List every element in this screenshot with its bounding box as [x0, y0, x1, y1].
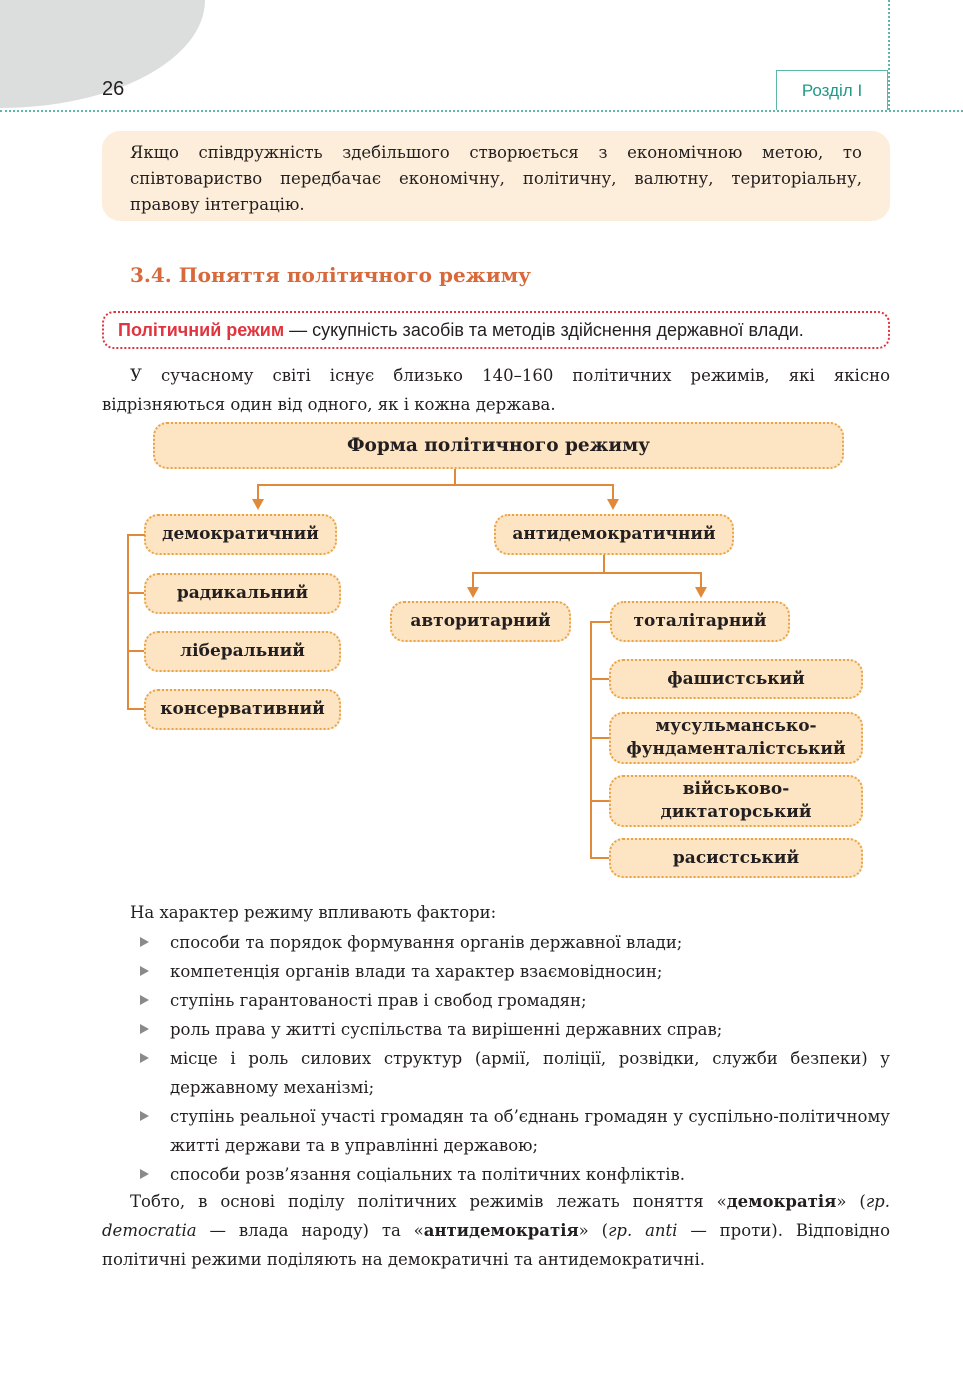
arrow-down-icon	[695, 587, 707, 598]
triangle-bullet-icon	[140, 1024, 149, 1034]
arrow-down-icon	[252, 499, 264, 510]
connector	[590, 857, 610, 859]
connector	[257, 484, 259, 500]
connector	[472, 572, 474, 588]
connector	[127, 592, 145, 594]
triangle-bullet-icon	[140, 1053, 149, 1063]
connector	[454, 469, 456, 485]
section-tab: Розділ І	[776, 70, 888, 110]
list-item: ступінь реальної участі громадян та об’єднань громадян у суспільно-політичному житті держави та в управлінні державою;	[102, 1102, 890, 1160]
section-heading: 3.4. Поняття політичного режиму	[130, 263, 531, 287]
triangle-bullet-icon	[140, 1111, 149, 1121]
list-item: роль права у житті суспільства та вирішенні державних справ;	[102, 1015, 890, 1044]
node-democratic: демократичний	[144, 514, 337, 555]
connector	[603, 555, 605, 573]
node-fascist: фашистський	[609, 659, 863, 699]
list-item: місце і роль силових структур (армії, поліції, розвідки, служби безпеки) у державному механізмі;	[102, 1044, 890, 1102]
list-item: компетенція органів влади та характер взаємовідносин;	[102, 957, 890, 986]
connector	[612, 484, 614, 500]
triangle-bullet-icon	[140, 937, 149, 947]
list-item: способи розв’язання соціальних та політичних конфліктів.	[102, 1160, 890, 1189]
connector	[127, 708, 145, 710]
connector	[590, 621, 610, 623]
node-totalitarian: тоталітарний	[610, 601, 790, 642]
triangle-bullet-icon	[140, 1169, 149, 1179]
node-conservative: консервативний	[144, 689, 341, 730]
node-military-dictatorial: військово-диктаторський	[609, 775, 863, 827]
arrow-down-icon	[467, 587, 479, 598]
connector	[127, 650, 145, 652]
connector	[127, 534, 145, 536]
term-democracy: демократія	[726, 1192, 837, 1211]
page-number: 26	[102, 78, 125, 100]
term-antidemocracy: антидемократія	[423, 1221, 579, 1240]
connector	[590, 678, 610, 680]
connector	[700, 572, 702, 588]
intro-paragraph: У сучасному світі існує близько 140–160 політичних режимів, які якісно відрізняються один від одного, як і кожна держава.	[102, 366, 890, 414]
connector	[590, 621, 592, 859]
gloss-democratia: гр. democratia	[102, 1192, 890, 1240]
list-item: способи та порядок формування органів державної влади;	[102, 928, 890, 957]
node-antidemocratic: антидемократичний	[494, 514, 734, 555]
connector	[127, 534, 129, 710]
definition-box	[102, 311, 890, 349]
definition-text: — сукупність засобів та методів здійснення державної влади.	[284, 319, 804, 340]
list-item: ступінь гарантованості прав і свобод громадян;	[102, 986, 890, 1015]
connector	[472, 572, 702, 574]
connector	[257, 484, 614, 486]
factors-intro: На характер режиму впливають фактори:	[130, 903, 497, 922]
node-islamic-fundamentalist: мусульмансько-фундаменталістський	[609, 712, 863, 764]
header-divider	[0, 110, 963, 112]
triangle-bullet-icon	[140, 966, 149, 976]
node-racist: расистський	[609, 838, 863, 878]
connector	[590, 800, 610, 802]
gloss-anti: гр. anti	[608, 1221, 678, 1240]
connector	[590, 737, 610, 739]
node-liberal: ліберальний	[144, 631, 341, 672]
margin-divider	[888, 0, 890, 110]
conclusion-paragraph: Тобто, в основі поділу політичних режимів лежать поняття «демократія» (гр. democratia — влада народу) та «антидемократія» (гр. anti — проти). Відповідно політичні режими поділяють на демократичні та антидемократичні.	[102, 1192, 891, 1269]
factors-list	[102, 928, 890, 1189]
node-radical: радикальний	[144, 573, 341, 614]
diagram-root: Форма політичного режиму	[153, 422, 844, 469]
definition-term: Політичний режим	[118, 319, 285, 340]
callout-box: Якщо співдружність здебільшого створюється з економічною метою, то співтовариство передбачає економічну, політичну, валютну, територіальну, правову інтеграцію.	[102, 131, 890, 221]
triangle-bullet-icon	[140, 995, 149, 1005]
arrow-down-icon	[607, 499, 619, 510]
node-authoritarian: авторитарний	[390, 601, 571, 642]
